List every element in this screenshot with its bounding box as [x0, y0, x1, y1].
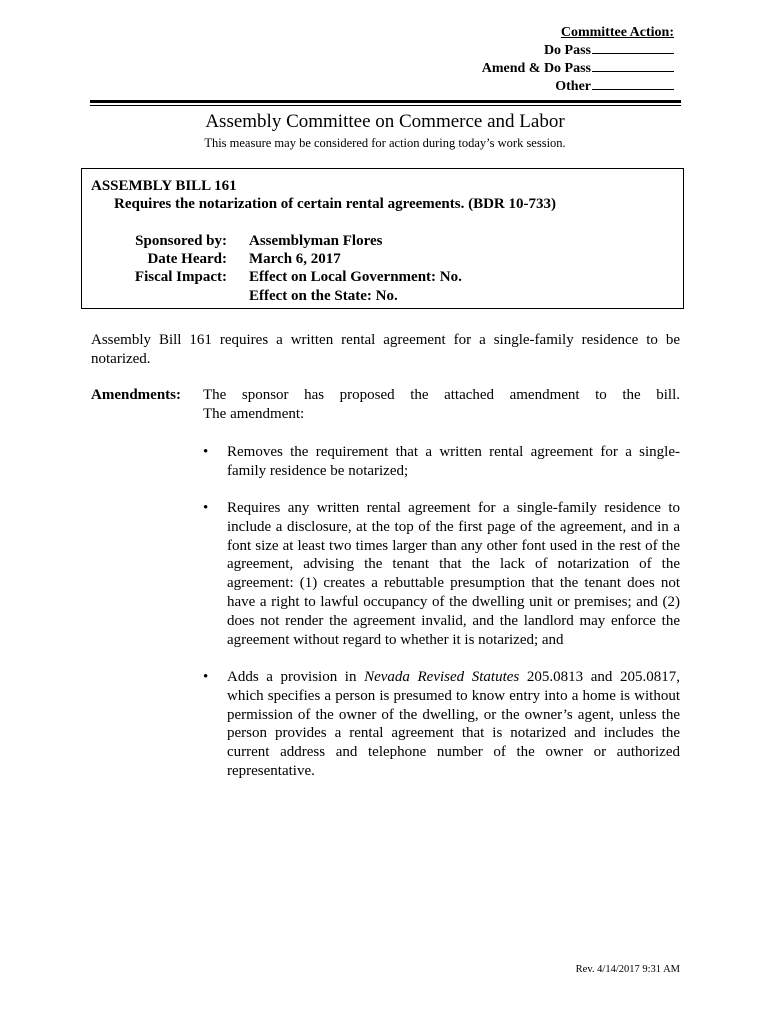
blank-line: [592, 41, 674, 54]
amendment-item-text: [227, 668, 680, 781]
header-divider-thin: [90, 105, 681, 106]
option-label: Other: [555, 79, 591, 94]
bill-summary: Requires the notarization of certain rental agreements. (BDR 10-733): [114, 196, 557, 212]
statute-name: Nevada Revised Statutes: [364, 669, 520, 685]
work-session-note: This measure may be considered for action during today’s work session.: [204, 136, 566, 150]
sponsored-by-value: Assemblyman Flores: [249, 233, 383, 249]
committee-action-option: [414, 59, 674, 77]
date-heard-label: Date Heard:: [147, 251, 227, 267]
amendment-item-text: Removes the requirement that a written rental agreement for a single-family residence be notarized;: [227, 444, 680, 479]
committee-action-option: [414, 77, 674, 95]
fiscal-impact-local: Effect on Local Government: No.: [249, 269, 462, 285]
fiscal-impact-state: Effect on the State: No.: [249, 288, 398, 304]
amendments-label: Amendments:: [91, 387, 181, 403]
option-label: Do Pass: [543, 43, 591, 58]
page-title: Assembly Committee on Commerce and Labor: [205, 111, 565, 132]
amendments-lead: [203, 386, 680, 423]
committee-action-option: [414, 41, 674, 59]
bill-info-box: [81, 168, 684, 309]
bullet-icon: •: [203, 500, 209, 516]
blank-line: [592, 77, 674, 90]
sponsored-by-label: Sponsored by:: [135, 233, 227, 249]
amendment-item-text: Requires any written rental agreement for a single-family residence to include a disclosure, at the top of the first page of the agreement, and in a font size at least two times larger than any other font used in the rest of the agreement, advising the tenant that the lack of notarization of the agreement: (1) creates a rebuttable presumption that the tenant does not have a right to lawful occupancy of the dwelling unit or premises; and (2) does not render the agreement invalid, and the landlord may enforce the agreement without regard to whether it is notarized; and: [227, 500, 680, 648]
option-label: Amend & Do Pass: [481, 61, 591, 76]
date-heard-value: March 6, 2017: [249, 251, 341, 267]
revision-stamp: Rev. 4/14/2017 9:31 AM: [575, 964, 680, 975]
bullet-icon: •: [203, 444, 209, 460]
bullet-icon: •: [203, 669, 209, 685]
bill-description: Assembly Bill 161 requires a written rental agreement for a single-family residence to be notarized.: [91, 332, 680, 367]
blank-line: [592, 59, 674, 72]
fiscal-impact-label: Fiscal Impact:: [134, 269, 227, 285]
text-run: 205.0813 and 205.0817, which specifies a person is presumed to know entry into a home is without permission of the owner of the dwelling, or the owner’s agent, unless the person provides a rental agreement that is notarized and includes the current address and telephone number of the owner or authorized representative.: [227, 669, 680, 779]
header-divider-thick: [90, 100, 681, 103]
committee-action-title: Committee Action:: [560, 25, 674, 40]
bill-number: ASSEMBLY BILL 161: [91, 178, 237, 194]
text-run: Adds a provision in: [227, 669, 365, 685]
amendments-lead-line-2: The amendment:: [203, 405, 305, 422]
committee-action-block: [414, 24, 674, 95]
amendments-lead-line-1: The sponsor has proposed the attached amendment to the bill.: [203, 387, 680, 403]
